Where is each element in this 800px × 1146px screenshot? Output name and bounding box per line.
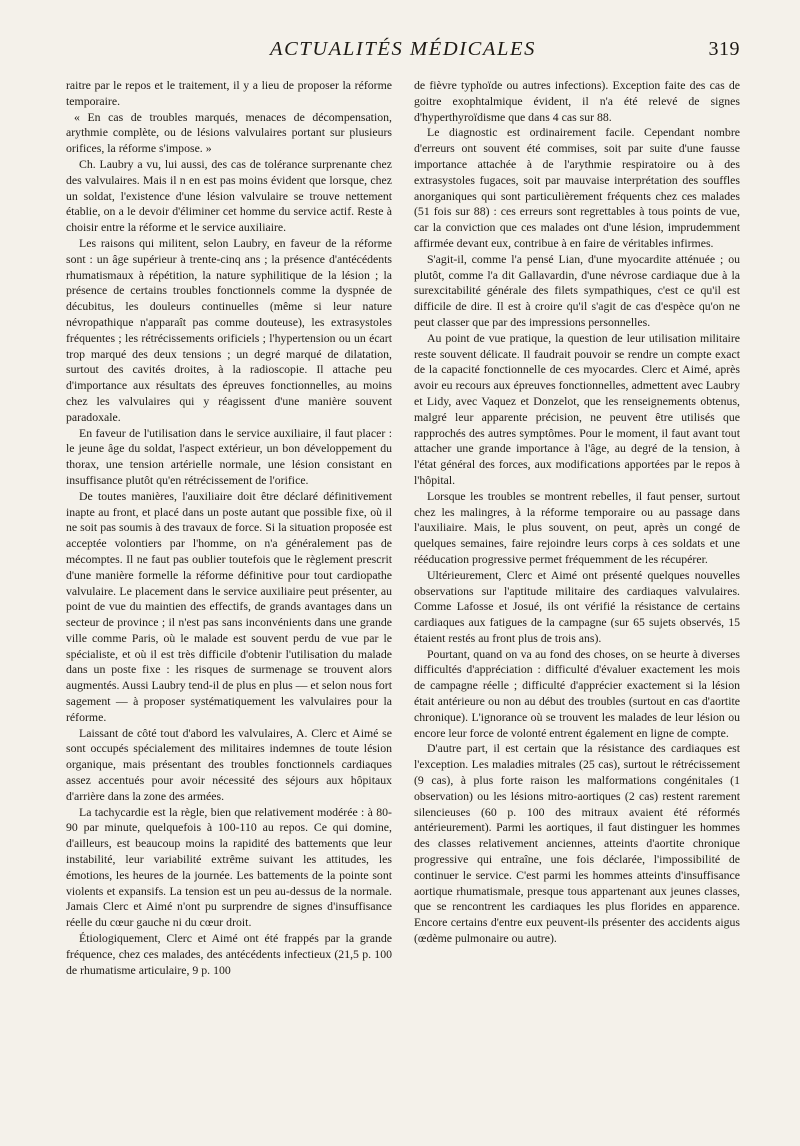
paragraph: Ultérieurement, Clerc et Aimé ont présenté quelques nouvelles observations sur l'aptitude militaire des cardiaques valvulaires. Comme Lafosse et Josué, ils ont vérifié la résistance de certains cardiaques aux fatigues de la campagne (sur 65 sujets observés, 15 étaient restés au front plus de trois ans). [414, 567, 740, 645]
paragraph: Pourtant, quand on va au fond des choses, on se heurte à diverses difficultés d'appréciation : difficulté d'évaluer exactement les mois de campagne réelle ; difficulté d'apprécier exactement si la lésion était antérieure ou non au début des troubles (surtout en cas d'aortite chronique). L'ignorance où se trouvent les malades de leur lésion ou encore leur force de volonté entrent également en ligne de compte. [414, 646, 740, 740]
paragraph: Ch. Laubry a vu, lui aussi, des cas de tolérance surprenante chez des valvulaires. Mais il n en est pas moins évident que lorsque, chez un soldat, l'existence d'une lésion valvulaire se trouve nettement établie, on a le devoir d'éliminer cet homme du service actif. Reste à choisir entre la réforme et le service auxiliaire. [66, 156, 392, 235]
paragraph: raitre par le repos et le traitement, il y a lieu de proposer la réforme temporaire. [66, 78, 392, 108]
paragraph: Au point de vue pratique, la question de leur utilisation militaire reste souvent délicate. Il faudrait pouvoir se rendre un compte exact de la capacité fonctionnelle de ces myocardes. Clerc et Aimé, après avoir eu recours aux épreuves fonctionnelles, admettent avec Laubry et Lidy, avec Vaquez et Donzelot, que les renseignements obtenus, malgré leur apparente précision, ne peuvent être utilisés que rapprochés des autres symptômes. Pour le moment, il faut avant tout attacher une grande importance à l'âge, au degré de la tension, à l'état général des forces, aux modifications apportées par le repos à l'hôpital. [414, 330, 740, 487]
paragraph: D'autre part, il est certain que la résistance des cardiaques est l'exception. Les maladies mitrales (25 cas), surtout le rétrécissement (9 cas), à plus forte raison les malformations congénitales (1 observation) ou les lésions mitro-aortiques (2 cas) restent rarement silencieuses (60 p. 100 des mitraux avaient été réformés antérieurement). Parmi les aortiques, il faut distinguer les hommes des classes relativement anciennes, atteints d'aortite chronique progressive qui entraîne, une fois déclarée, l'impossibilité de continuer le service. C'est parmi les hommes atteints d'insuffisance aortique rhumatismale, presque tous appartenant aux jeunes classes, que se rencontrent les cardiaques les plus florides en apparence. Encore certains d'entre eux peuvent-ils présenter des accidents aigus (œdème pulmonaire ou autre). [414, 741, 740, 946]
paragraph: Les raisons qui militent, selon Laubry, en faveur de la réforme sont : un âge supérieur à trente-cinq ans ; la présence d'antécédents rhumatismaux à répétition, la nature syphilitique de la lésion ; la présence de certains troubles fonctionnels comme la dyspnée de décubitus, les douleurs continuelles (même si leur nature névropathique n'apparaît pas comme douteuse), les extrasystoles fréquentes ; les rétrécissements orificiels ; l'hypertension ou un écart trop marqué des deux tensions ; un degré marqué de dilatation, surtout des cavités droites, à la radioscopie. Il attache peu d'importance aux résultats des épreuves fonctionnelles, au moins chez les valvulaires qui y réagissent d'une manière souvent paradoxale. [66, 235, 392, 424]
paragraph: de fièvre typhoïde ou autres infections). Exception faite des cas de goitre exophtalmique évident, il n'a été relevé de signes d'hyperthyroïdisme que dans 4 cas sur 88. [414, 78, 740, 124]
paragraph: De toutes manières, l'auxiliaire doit être déclaré définitivement inapte au front, et placé dans un poste autant que possible fixe, où il ne soit pas soumis à des travaux de force. Si la situation proposée est acceptée volontiers par l'homme, on n'a généralement pas de mécomptes. Il ne faut pas oublier toutefois que le règlement prescrit d'une manière formelle la réforme définitive pour tout cardiopathe valvulaire. Le placement dans le service auxiliaire peut présenter, au point de vue du maintien des effectifs, de grands avantages dans un secteur de province ; il n'est pas sans inconvénients dans une grande ville comme Paris, où le malade est souvent perdu de vue par le spécialiste, et où il est très difficile d'obtenir l'utilisation du malade dans un poste fixe : les risques de surmenage se trouvent alors augmentés. Aussi Laubry tend-il de plus en plus — et selon nous fort sagement — à proposer systématiquement les valvulaires pour la réforme. [66, 488, 393, 724]
right-column [414, 78, 740, 947]
quotation-paragraph: « En cas de troubles marqués, menaces de décompensation, arythmie complète, ou de lésions valvulaires portant sur plusieurs orifices, la réforme s'impose. » [66, 109, 392, 156]
paragraph: Lorsque les troubles se montrent rebelles, il faut penser, surtout chez les malingres, à la réforme temporaire ou au passage dans l'auxiliaire. Mais, le plus souvent, on peut, après un congé de quelques semaines, faire rejoindre leurs corps à ces soldats et une rééducation progressive permet fréquemment de les récupérer. [414, 488, 740, 566]
paragraph: La tachycardie est la règle, bien que relativement modérée : à 80-90 par minute, quelquefois à 100-110 au repos. Ce qui domine, d'ailleurs, est beaucoup moins la rapidité des battements que leur instabilité, leur variabilité extrême suivant les attitudes, les émotions, les heures de la journée. Les battements de la pointe sont violents et expansifs. La tension est un peu au-dessus de la normale. Jamais Clerc et Aimé n'ont pu surprendre de signes d'insuffisance réelle du cœur gauche ni du cœur droit. [66, 804, 392, 930]
left-column [66, 78, 392, 978]
page-number: 319 [708, 38, 740, 60]
paragraph: Le diagnostic est ordinairement facile. Cependant nombre d'erreurs ont souvent été commises, soit par suite d'une fausse importance attachée à de l'arythmie respiratoire ou à des extrasystoles fugaces, soit par mauvaise interprétation des souffles anorganiques qui sont particulièrement fréquents chez ces malades (51 fois sur 88) : ces erreurs sont regrettables à tous points de vue, car la conviction que ces malades ont d'une lésion, imprudemment affirmée devant eux, contribue à en faire de véritables infirmes. [414, 125, 740, 250]
running-title: ACTUALITÉS MÉDICALES [269, 38, 537, 60]
paragraph: Étiologiquement, Clerc et Aimé ont été frappés par la grande fréquence, chez ces malades, des antécédents infectieux (21,5 p. 100 de rhumatisme articulaire, 9 p. 100 [66, 931, 392, 977]
page-header [66, 38, 740, 68]
paragraph: En faveur de l'utilisation dans le service auxiliaire, il faut placer : le jeune âge du soldat, l'aspect extérieur, un bon développement du thorax, une tension artérielle normale, une lésion consistant en insuffisance plutôt qu'en rétrécissement de l'orifice. [66, 425, 392, 487]
paragraph: S'agit-il, comme l'a pensé Lian, d'une myocardite atténuée ; ou plutôt, comme l'a dit Gallavardin, d'une névrose cardiaque due à la surexcitabilité générale des filets sympathiques, c'est ce qu'il est difficile de dire. Il est à croire qu'il s'agit de cas d'espèce qu'on ne peut classer que par des impressions personnelles. [414, 251, 740, 329]
paragraph: Laissant de côté tout d'abord les valvulaires, A. Clerc et Aimé se sont occupés spécialement des militaires indemnes de toute lésion organique, mais présentant des troubles fonctionnels cardiaques assez accentués pour avoir nécessité des séjours aux hôpitaux d'arrière dans la zone des armées. [66, 725, 392, 803]
